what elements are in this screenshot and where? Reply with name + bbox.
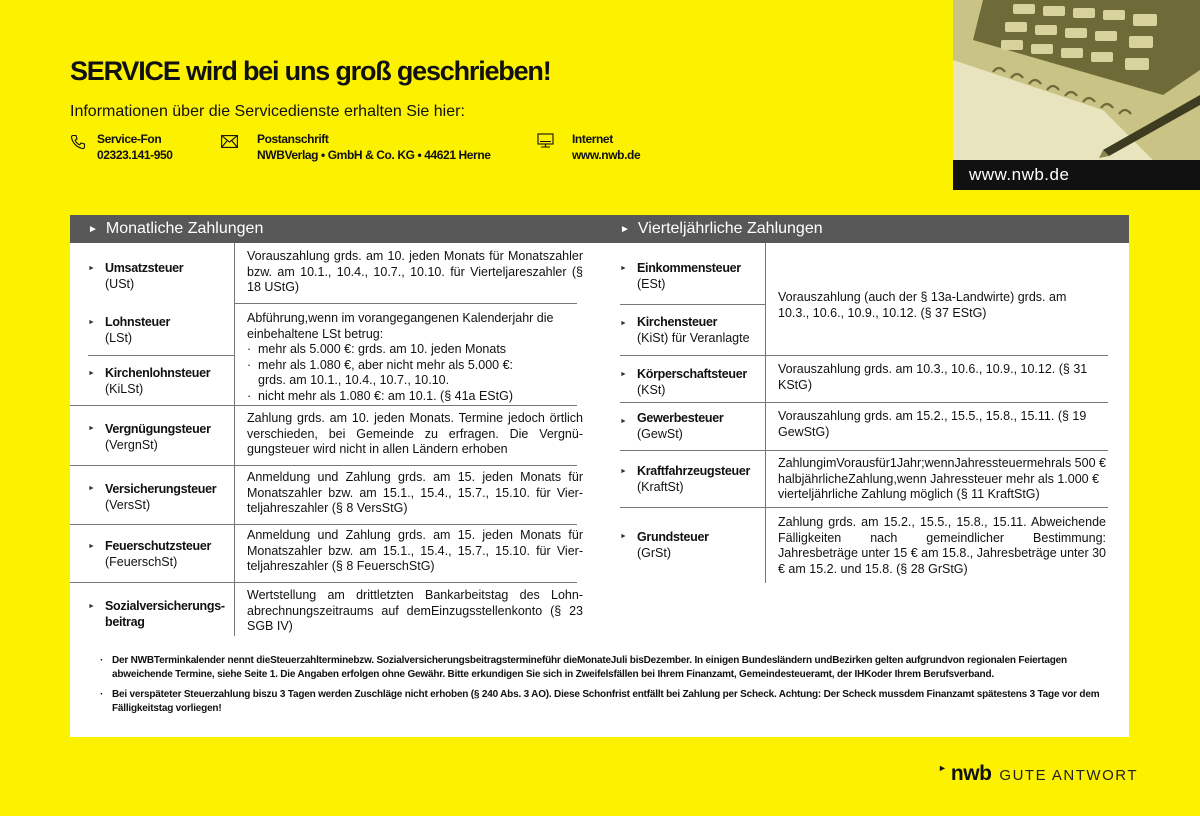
tax-name: Umsatzsteuer bbox=[105, 261, 184, 275]
tax-sozialversicherungsbeitrag bbox=[105, 598, 225, 630]
heading-label: Vierteljährliche Zahlungen bbox=[637, 220, 823, 237]
row-bullet-icon: ► bbox=[88, 319, 95, 326]
calculator-photo bbox=[953, 0, 1200, 160]
row-divider bbox=[70, 524, 577, 525]
row-spacer bbox=[70, 303, 234, 304]
row-bullet-icon: ► bbox=[88, 543, 95, 550]
row-bullet-icon: ► bbox=[88, 603, 95, 610]
list-item: · nicht mehr als 1.080 €: am 10.1. (§ 41a EStG) bbox=[247, 389, 583, 405]
tax-name: Versicherungsteuer bbox=[105, 482, 217, 496]
contact-internet bbox=[572, 131, 640, 163]
tax-name: Sozialversicherungs- bbox=[105, 599, 225, 613]
logo-tagline: GUTE ANTWORT bbox=[999, 767, 1138, 784]
contact-value[interactable]: 02323.141-950 bbox=[97, 148, 173, 162]
row-bullet-icon: ► bbox=[620, 371, 627, 378]
row-bullet-icon: ► bbox=[620, 320, 627, 327]
heading-quarterly bbox=[620, 220, 823, 238]
tax-umsatzsteuer bbox=[105, 260, 183, 292]
page-subtitle: Informationen über die Servicedienste erhalten Sie hier: bbox=[70, 103, 465, 120]
row-bullet-icon: ► bbox=[88, 485, 95, 492]
panel-header bbox=[70, 215, 1129, 243]
tax-abbr: (LSt) bbox=[105, 331, 133, 345]
contact-label: Service-Fon bbox=[97, 132, 162, 146]
tax-name: Kirchensteuer bbox=[637, 315, 718, 329]
desc-umsatzsteuer: Vorauszahlung grds. am 10. jeden Monats für Monatszahler bzw. am 10.1., 10.4., 10.7., 10.10. für Vierteljareszahler (§ 18 UStG) bbox=[247, 249, 583, 294]
desc-intro: Abführung,wenn im vorangegangenen Kalenderjahr die einbehaltene LSt betrug: bbox=[247, 311, 554, 341]
row-divider bbox=[70, 405, 577, 406]
column-divider bbox=[765, 243, 766, 583]
desc-gewerbesteuer: Vorauszahlung grds. am 15.2., 15.5., 15.8., 15.11. (§ 19 GewStG) bbox=[778, 409, 1087, 439]
envelope-icon bbox=[221, 135, 238, 148]
tax-name: Körperschaftsteuer bbox=[637, 367, 747, 381]
nwb-logo bbox=[938, 762, 1138, 786]
contact-service-fon bbox=[97, 131, 173, 163]
page-title: SERVICE wird bei uns groß geschrieben! bbox=[70, 56, 551, 86]
contact-label: Postanschrift bbox=[257, 132, 329, 146]
desc-feuerschutzsteuer: Anmeldung und Zahlung grds. am 15. jeden Monats für Monatszahler bzw. am 15.1., 15.4., 15.7., 15.10. für Vierteljahreszahler (§ 8 FeuerschStG) bbox=[247, 528, 583, 573]
row-bullet-icon: ► bbox=[88, 370, 95, 377]
desc-versicherungsteuer: Anmeldung und Zahlung grds. am 15. jeden Monats für Monatszahler bzw. am 15.1., 15.4., 15.7., 15.10. für Vierteljahreszahler (§ 8 VersStG) bbox=[247, 470, 583, 515]
tax-grundsteuer bbox=[637, 529, 709, 561]
row-divider bbox=[620, 507, 1108, 508]
tax-abbr: (KiSt) für Veranlagte bbox=[637, 331, 750, 345]
row-divider bbox=[70, 465, 577, 466]
heading-label: Monatliche Zahlungen bbox=[105, 220, 264, 237]
list-item-text: mehr als 1.080 €, aber nicht mehr als 5.000 €: bbox=[258, 357, 514, 372]
tax-vergnuegungsteuer bbox=[105, 421, 211, 453]
contact-postanschrift bbox=[257, 131, 491, 163]
row-divider bbox=[234, 303, 577, 304]
heading-monthly bbox=[88, 220, 263, 238]
footnote-bullet: · bbox=[100, 689, 104, 700]
desc-vergnuegungsteuer: Zahlung grds. am 10. jeden Monats. Termine jedoch örtlich verschieden, bei Gemeinde zu erfragen. Die Vergnügungsteuer wird nicht in allen Ländern erhoben bbox=[247, 411, 583, 456]
list-item bbox=[247, 358, 583, 389]
tax-feuerschutzsteuer bbox=[105, 538, 211, 570]
footnote bbox=[100, 654, 1118, 682]
footnote-text: Bei verspäteter Steuerzahlung biszu 3 Tagen werden Zuschläge nicht erhoben (§ 240 Abs. 3 AO). Diese Schonfrist entfällt bei Zahlung per Scheck. Achtung: Der Scheck mussdem Finanzamt spätestens 3 Tage vor dem Fälligkeitstag vorliegen! bbox=[112, 689, 1100, 714]
contact-value: NWBVerlag • GmbH & Co. KG • 44621 Herne bbox=[257, 148, 491, 162]
tax-abbr: (GewSt) bbox=[637, 427, 683, 441]
footnotes bbox=[100, 654, 1118, 722]
row-bullet-icon: ► bbox=[88, 265, 95, 272]
tax-name: Kirchenlohnsteuer bbox=[105, 366, 211, 380]
tax-kirchenlohnsteuer bbox=[105, 365, 210, 397]
row-bullet-icon: ► bbox=[620, 468, 627, 475]
row-bullet-icon: ► bbox=[88, 425, 95, 432]
row-bullet-icon: ► bbox=[620, 418, 627, 425]
website-url-bar[interactable]: www.nwb.de bbox=[953, 160, 1200, 190]
tax-koerperschaftsteuer bbox=[637, 366, 747, 398]
desc-grundsteuer: Zahlung grds. am 15.2., 15.5., 15.8., 15.11. Abweichende Fälligkeiten nach gemeindlicher Bestimmung: Jahresbeträge unter 15 € am 15.8., Jahresbeträge unter 30 € am 15.2. und 15.8. (§ 28 GrStG) bbox=[778, 515, 1106, 576]
triangle-icon: ► bbox=[88, 224, 98, 235]
row-bullet-icon: ► bbox=[620, 533, 627, 540]
list-item-continuation: grds. am 10.1., 10.4., 10.7., 10.10. bbox=[258, 373, 450, 387]
logo-brand: nwb bbox=[950, 762, 992, 785]
row-divider bbox=[620, 402, 1108, 403]
column-divider bbox=[234, 243, 235, 636]
tax-kraftfahrzeugsteuer bbox=[637, 463, 750, 495]
tax-name: Grundsteuer bbox=[637, 530, 709, 544]
tax-name: Vergnügungsteuer bbox=[105, 422, 211, 436]
row-divider bbox=[88, 355, 234, 356]
tax-versicherungsteuer bbox=[105, 481, 216, 513]
tax-name: Gewerbesteuer bbox=[637, 411, 724, 425]
phone-icon bbox=[70, 134, 86, 150]
logo-mark-icon: ► bbox=[938, 763, 947, 773]
tax-name: Feuerschutzsteuer bbox=[105, 539, 212, 553]
tax-gewerbesteuer bbox=[637, 410, 723, 442]
computer-icon bbox=[537, 133, 554, 150]
tax-name: Einkommensteuer bbox=[637, 261, 741, 275]
desc-list bbox=[247, 342, 583, 404]
tax-name-cont: beitrag bbox=[105, 615, 145, 629]
row-divider bbox=[620, 450, 1108, 451]
tax-name: Kraftfahrzeugsteuer bbox=[637, 464, 751, 478]
tax-kirchensteuer bbox=[637, 314, 750, 346]
tax-lohnsteuer bbox=[105, 314, 170, 346]
triangle-icon: ► bbox=[620, 224, 630, 235]
footnote-text: Der NWBTerminkalender nennt dieSteuerzahlterminebzw. Sozialversicherungsbeitragstermineführ dieMonateJuli bisDezember. In einigen Bundesländern undBezirken gelten aufgrundvon regionalen Feiertagen abweichende Termine, siehe Seite 1. Die Angaben erfolgen ohne Gewähr. Bitte erkundigen Sie sich in Zweifelsfällen bei Ihrem Finanzamt, Gemeindesteueramt, der IHKoder Ihrem Berufsverband. bbox=[112, 655, 1067, 680]
tax-abbr: (KraftSt) bbox=[637, 480, 684, 494]
list-item: · mehr als 5.000 €: grds. am 10. jeden Monats bbox=[247, 342, 583, 358]
desc-lohnsteuer bbox=[247, 311, 583, 404]
row-bullet-icon: ► bbox=[620, 265, 627, 272]
tax-abbr: (GrSt) bbox=[637, 546, 672, 560]
desc-kraftfahrzeugsteuer: ZahlungimVorausfür1Jahr;wennJahressteuermehrals 500 € halbjährlicheZahlung,wenn Jahressteuer mehr als 1.000 € vierteljährliche Zahlung möglich (§ 11 KraftStG) bbox=[778, 456, 1106, 501]
desc-sozialversicherungsbeitrag: Wertstellung am drittletzten Bankarbeitstag des Lohnabrechnungszeitraums auf demEinzugsstellenkonto (§ 23 SGB IV) bbox=[247, 588, 583, 633]
tax-abbr: (KiLSt) bbox=[105, 382, 144, 396]
tax-abbr: (VersSt) bbox=[105, 498, 151, 512]
contact-label: Internet bbox=[572, 132, 613, 146]
tax-name: Lohnsteuer bbox=[105, 315, 171, 329]
tax-abbr: (KSt) bbox=[637, 383, 666, 397]
tax-abbr: (FeuerschSt) bbox=[105, 555, 178, 569]
desc-koerperschaftsteuer: Vorauszahlung grds. am 10.3., 10.6., 10.9., 10.12. (§ 31 KStG) bbox=[778, 362, 1088, 392]
row-divider bbox=[620, 355, 1108, 356]
tax-einkommensteuer bbox=[637, 260, 741, 292]
footnote-bullet: · bbox=[100, 655, 104, 666]
desc-einkommensteuer-kirchensteuer: Vorauszahlung (auch der § 13a-Landwirte) grds. am 10.3., 10.6., 10.9., 10.12. (§ 37 EStG) bbox=[778, 290, 1067, 320]
row-divider bbox=[70, 582, 577, 583]
row-divider bbox=[620, 304, 765, 305]
tax-abbr: (VergnSt) bbox=[105, 438, 158, 452]
footnote bbox=[100, 688, 1118, 716]
contact-value[interactable]: www.nwb.de bbox=[572, 148, 641, 162]
tax-abbr: (ESt) bbox=[637, 277, 666, 291]
tax-abbr: (USt) bbox=[105, 277, 135, 291]
